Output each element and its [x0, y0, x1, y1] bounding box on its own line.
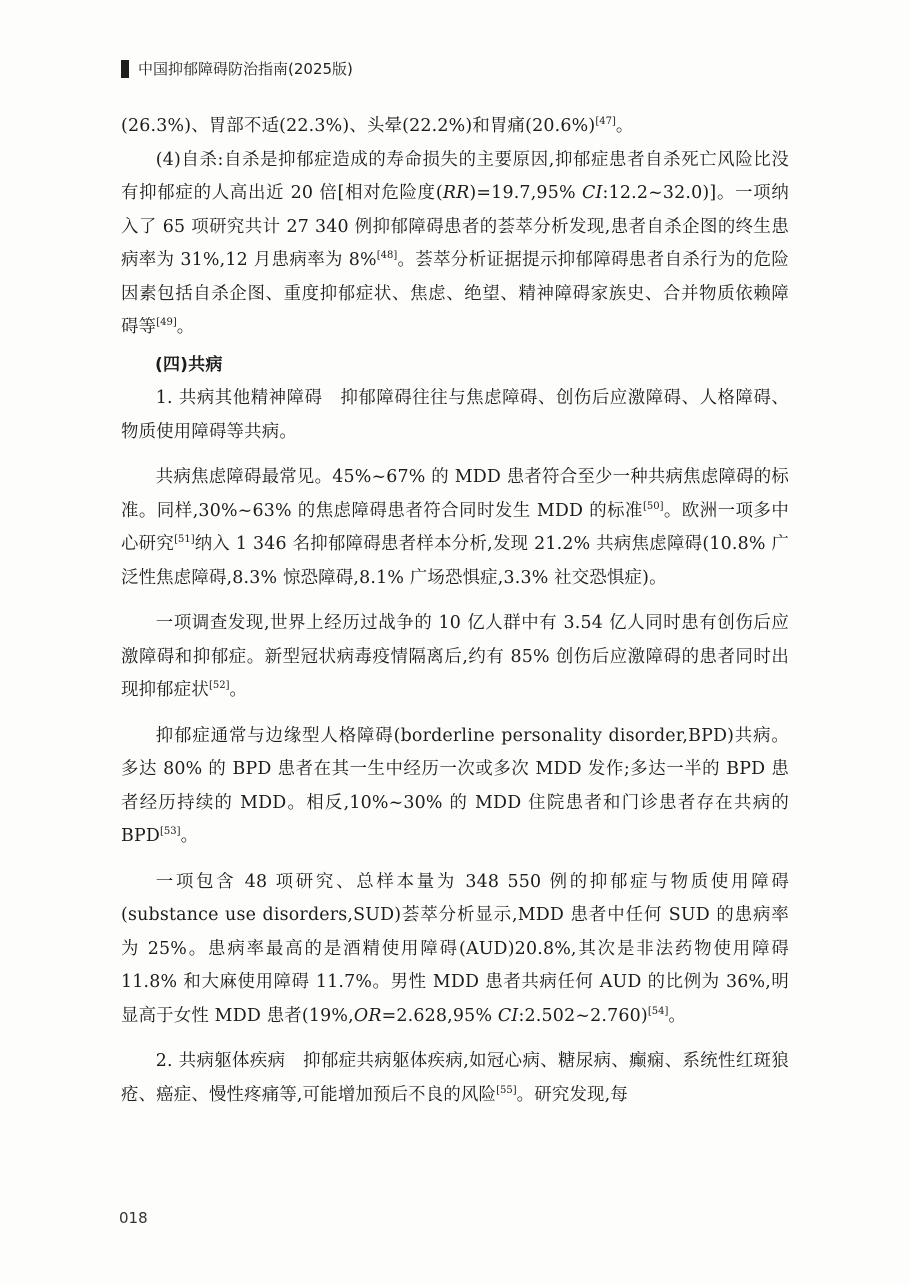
text: 。 [668, 1005, 686, 1026]
text: 。 [229, 680, 248, 700]
text: 2. 共病躯体疾病 抑郁症共病躯体疾病,如冠心病、糖尿病、癫痫、系统性红斑狼疮、癌症、慢性疼痛等,可能增加预后不良的风险 [121, 1051, 789, 1105]
running-header [121, 58, 353, 79]
citation-ref: [55] [496, 1084, 517, 1096]
text: (26.3%)、胃部不适(22.3%)、头晕(22.2%)和胃痛(20.6%) [121, 116, 596, 136]
citation-ref: [51] [174, 534, 195, 546]
page-number: 018 [119, 1209, 148, 1227]
text: =2.628,95% [381, 1005, 498, 1026]
paragraph-psychiatric-comorbidity [121, 382, 789, 449]
citation-ref: [47] [595, 116, 616, 128]
text: 共病焦虑障碍最常见。45%~67% 的 MDD 患者符合至少一种共病焦虑障碍的标准。同样,30%~63% 的焦虑障碍患者符合同时发生 MDD 的标准 [121, 467, 789, 521]
citation-ref: [54] [647, 1005, 669, 1017]
paragraph-ptsd [121, 607, 789, 708]
text: 。 [615, 116, 634, 136]
citation-ref: [52] [208, 680, 230, 692]
text: 。欧洲一项多中心研究 [121, 500, 789, 554]
section-heading-comorbidity: (四)共病 [155, 354, 223, 375]
text: :12.2~32.0)]。一项纳入了 65 项研究共计 27 340 例抑郁障碍患者的荟萃分析发现,患者自杀企图的终生患病率为 31%,12 月患病率为 8% [121, 183, 789, 270]
text: 1. 共病其他精神障碍 抑郁障碍往往与焦虑障碍、创伤后应激障碍、人格障碍、物质使用障碍等共病。 [121, 388, 789, 442]
body-text [121, 110, 789, 1112]
paragraph-symptoms-continued [121, 110, 789, 144]
italic-term: OR [353, 1005, 382, 1026]
text: (4)自杀:自杀是抑郁症造成的寿命损失的主要原因,抑郁症患者自杀死亡风险比没有抑郁症的人高出近 20 倍[相对危险度( [121, 149, 789, 203]
paragraph-bpd [121, 720, 789, 854]
citation-ref: [49] [156, 317, 177, 329]
citation-ref: [48] [376, 250, 398, 262]
paragraph-substance-use [121, 866, 789, 1034]
text: :2.502~2.760) [518, 1005, 648, 1026]
text: 一项调查发现,世界上经历过战争的 10 亿人群中有 3.54 亿人同时患有创伤后应激障碍和抑郁症。新型冠状病毒疫情隔离后,约有 85% 创伤后应激障碍的患者同时出现抑郁症状 [121, 613, 789, 700]
citation-ref: [50] [642, 500, 664, 512]
header-marker [121, 60, 129, 78]
paragraph-somatic-comorbidity [121, 1045, 789, 1112]
text: 。 [176, 317, 195, 337]
text: 抑郁症通常与边缘型人格障碍(borderline personality disorder,BPD)共病。多达 80% 的 BPD 患者在其一生中经历一次或多次 MDD 发作;多达一半的 BPD 患者经历持续的 MDD。相反,10%~30% 的 MDD 住院患者和门诊患者存在共病的 BPD [121, 725, 789, 846]
italic-term: RR [442, 183, 470, 203]
header-title: 中国抑郁障碍防治指南(2025版) [138, 60, 353, 78]
citation-ref: [53] [160, 826, 181, 838]
paragraph-suicide [121, 144, 789, 345]
text: 。研究发现,每 [516, 1084, 628, 1105]
paragraph-anxiety [121, 461, 789, 595]
text: 。 [180, 826, 199, 846]
text: 一项包含 48 项研究、总样本量为 348 550 例的抑郁症与物质使用障碍(substance use disorders,SUD)荟萃分析显示,MDD 患者中任何 SUD 的患病率为 25%。患病率最高的是酒精使用障碍(AUD)20.8%,其次是非法药物使用障碍 11.8% 和大麻使用障碍 11.7%。男性 MDD 患者共病任何 AUD 的比例为 36%,明显高于女性 MDD 患者(19%, [121, 871, 789, 1026]
text: 。荟萃分析证据提示抑郁障碍患者自杀行为的危险因素包括自杀企图、重度抑郁症状、焦虑、绝望、精神障碍家族史、合并物质依赖障碍等 [121, 250, 789, 337]
italic-term: CI [581, 183, 603, 203]
italic-term: CI [497, 1005, 519, 1026]
text: 纳入 1 346 名抑郁障碍患者样本分析,发现 21.2% 共病焦虑障碍(10.8% 广泛性焦虑障碍,8.3% 惊恐障碍,8.1% 广场恐惧症,3.3% 社交恐惧症)。 [121, 534, 789, 588]
text: )=19.7,95% [469, 183, 582, 203]
